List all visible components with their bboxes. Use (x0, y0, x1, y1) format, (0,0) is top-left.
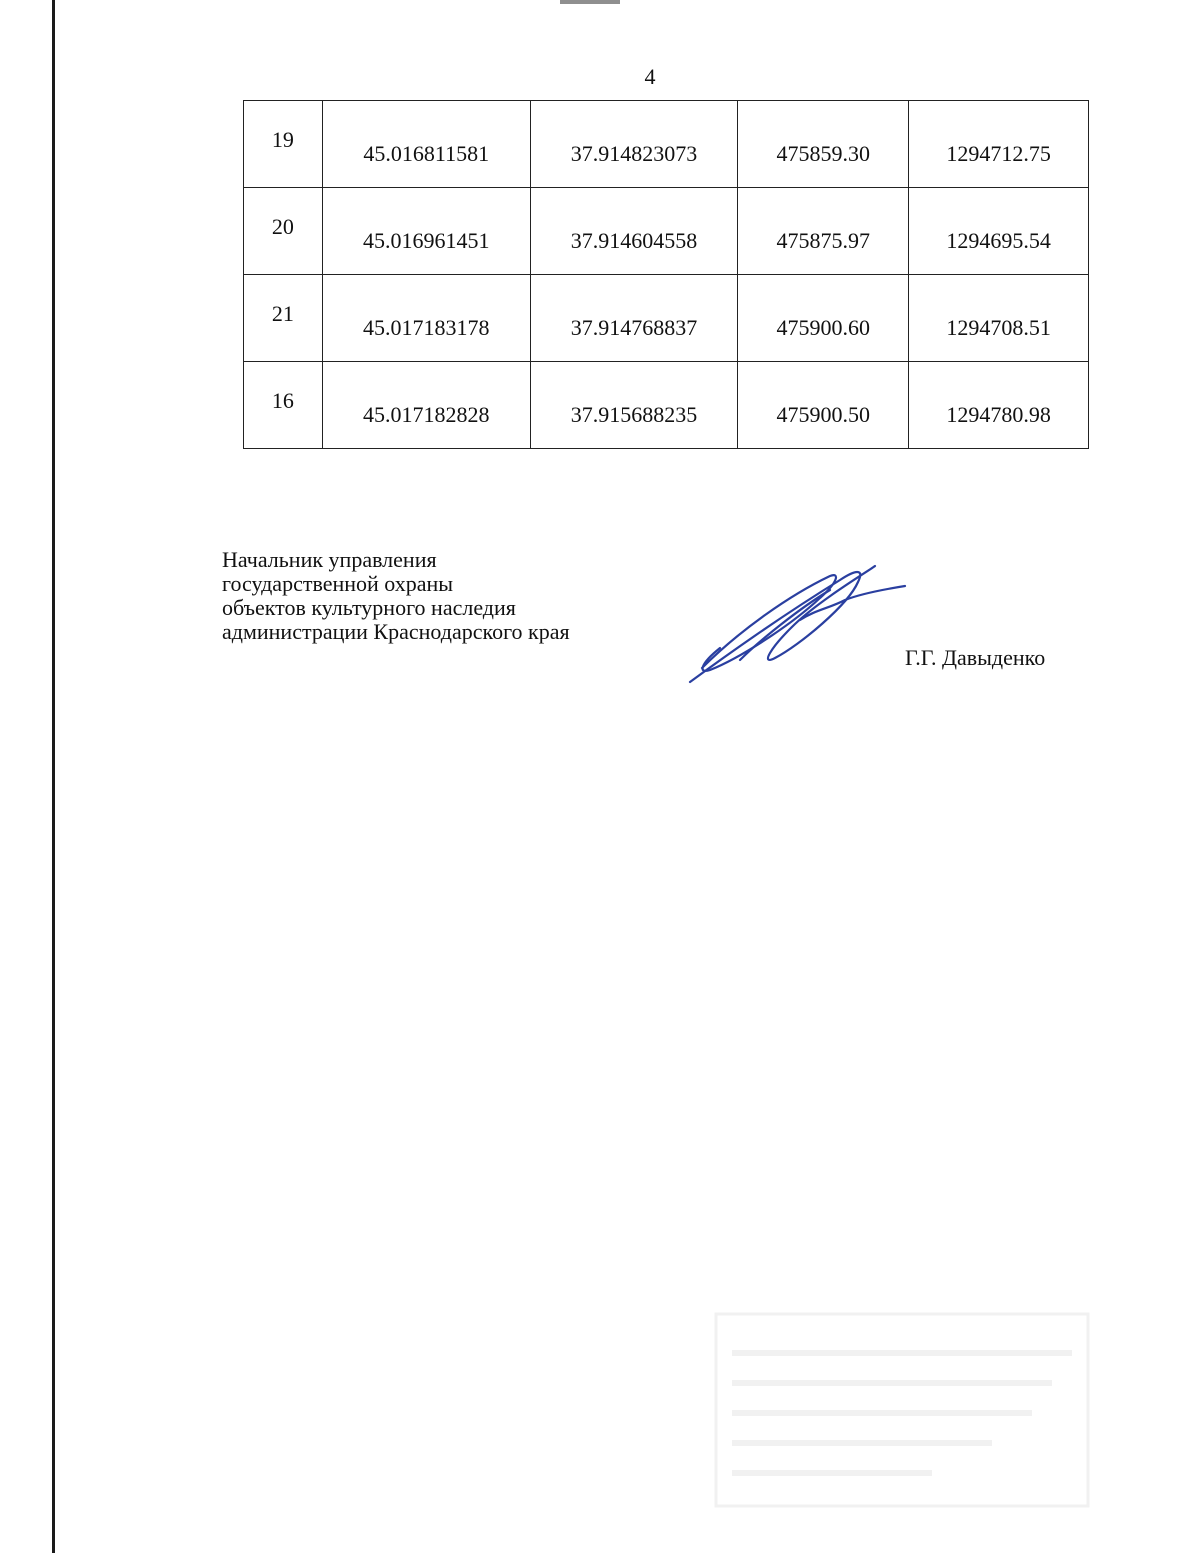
latitude-cell: 45.016811581 (322, 101, 530, 188)
x-coordinate-cell: 475900.60 (738, 275, 909, 362)
y-coordinate-cell: 1294695.54 (909, 188, 1089, 275)
point-number-cell: 19 (244, 101, 323, 188)
signer-position-line: Начальник управления (222, 547, 437, 572)
longitude-cell: 37.914604558 (530, 188, 738, 275)
x-coordinate-cell: 475900.50 (738, 362, 909, 449)
signer-position (222, 548, 570, 644)
table-row (244, 275, 1089, 362)
table-row (244, 188, 1089, 275)
faded-stamp-mark (712, 1310, 1092, 1510)
signer-position-line: объектов культурного наследия (222, 595, 516, 620)
longitude-cell: 37.915688235 (530, 362, 738, 449)
handwritten-signature (680, 560, 920, 690)
signer-position-line: государственной охраны (222, 571, 454, 596)
y-coordinate-cell: 1294712.75 (909, 101, 1089, 188)
point-number-cell: 20 (244, 188, 323, 275)
y-coordinate-cell: 1294708.51 (909, 275, 1089, 362)
point-number-cell: 16 (244, 362, 323, 449)
table-row (244, 362, 1089, 449)
signature-strokes (690, 566, 905, 682)
scan-edge-left (52, 0, 55, 1553)
table-row (244, 101, 1089, 188)
point-number-cell: 21 (244, 275, 323, 362)
signer-name: Г.Г. Давыденко (905, 645, 1046, 670)
coordinates-table (243, 100, 1089, 449)
longitude-cell: 37.914823073 (530, 101, 738, 188)
latitude-cell: 45.017182828 (322, 362, 530, 449)
x-coordinate-cell: 475859.30 (738, 101, 909, 188)
latitude-cell: 45.017183178 (322, 275, 530, 362)
signer-position-line: администрации Краснодарского края (222, 619, 570, 644)
scan-smudge (560, 0, 620, 4)
y-coordinate-cell: 1294780.98 (909, 362, 1089, 449)
x-coordinate-cell: 475875.97 (738, 188, 909, 275)
latitude-cell: 45.016961451 (322, 188, 530, 275)
page-number: 4 (644, 64, 656, 89)
longitude-cell: 37.914768837 (530, 275, 738, 362)
